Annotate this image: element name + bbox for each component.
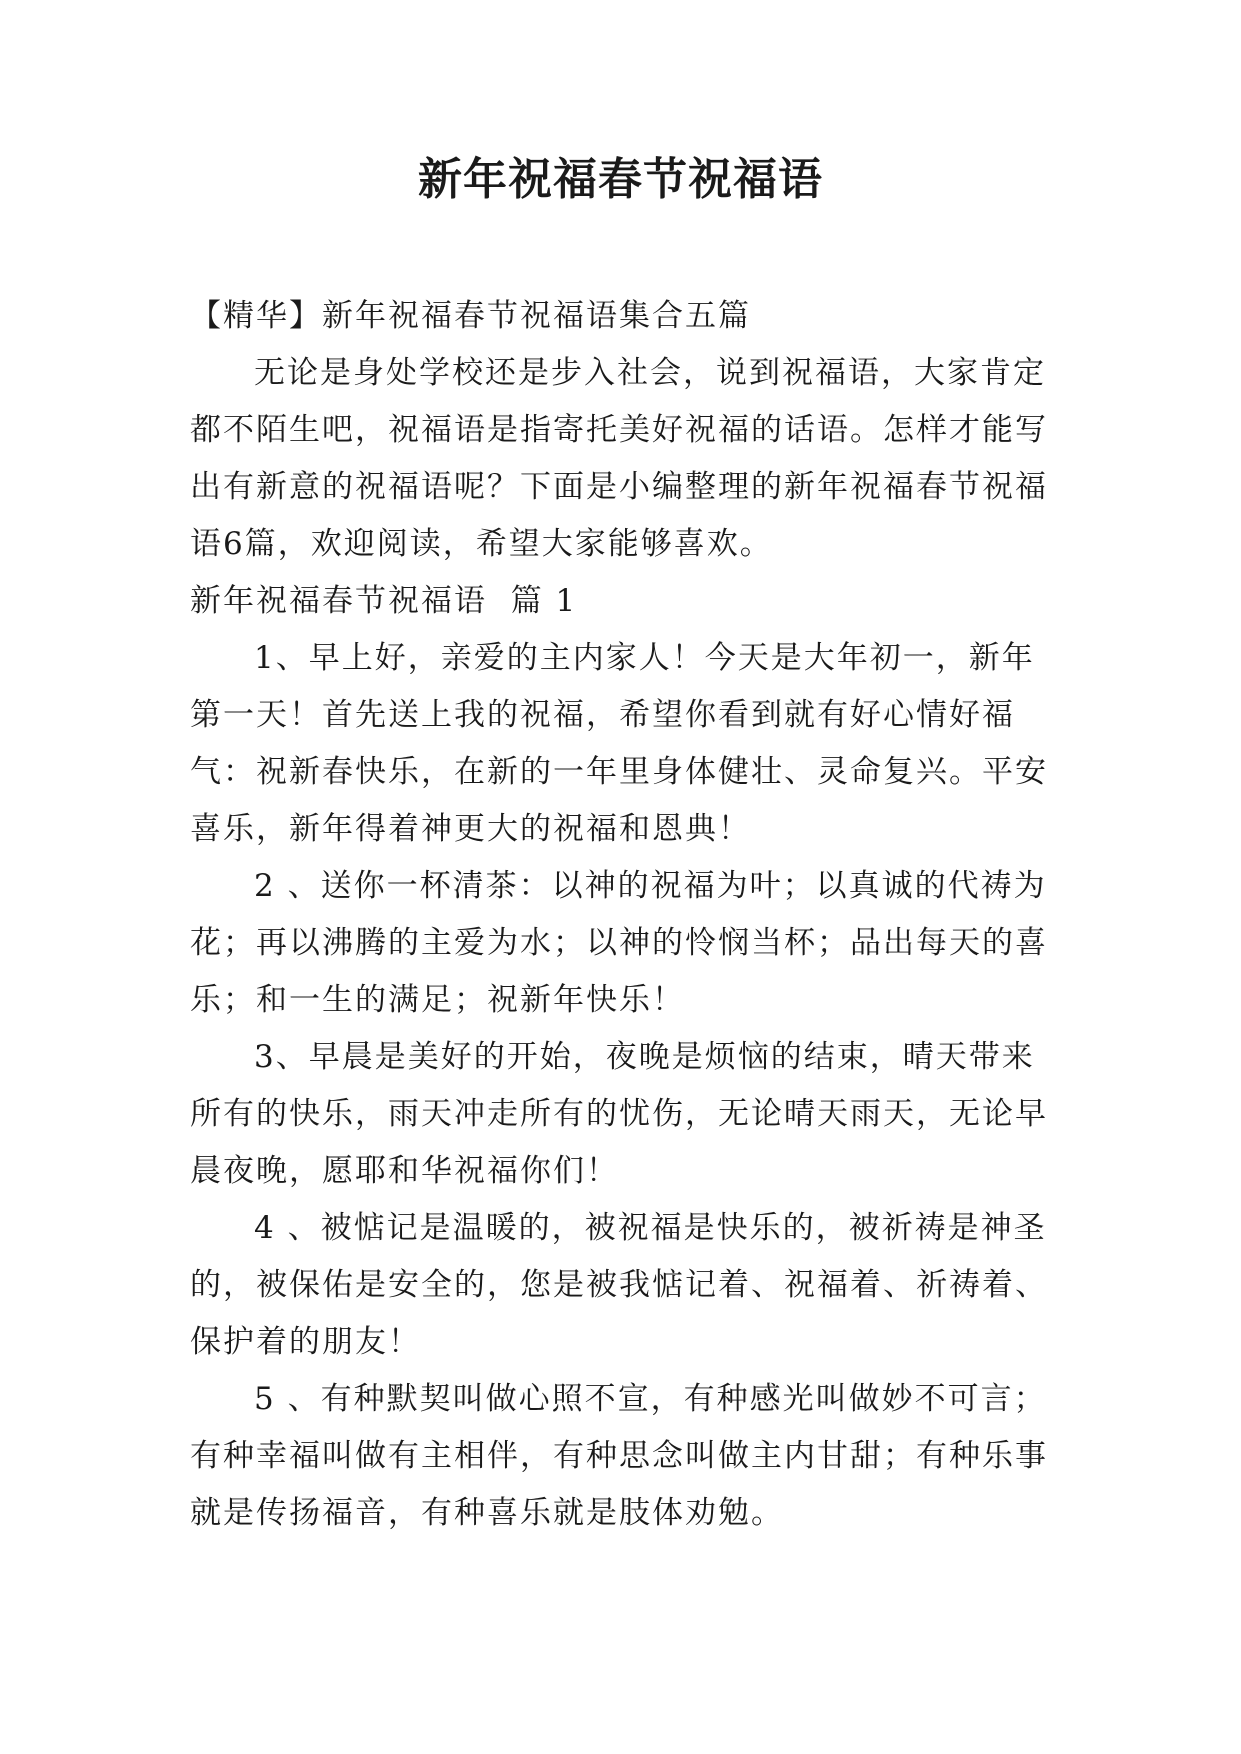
section-heading: 新年祝福春节祝福语 篇 1 [190, 583, 578, 619]
blessing-item-5: 5 、有种默契叫做心照不宣，有种感光叫做妙不可言；有种幸福叫做有主相伴，有种思念叫做主内甘甜；有种乐事就是传扬福音，有种喜乐就是肢体劝勉。 [190, 1381, 1048, 1531]
blessing-item-2: 2 、送你一杯清茶：以神的祝福为叶；以真诚的代祷为花；再以沸腾的主爱为水；以神的怜悯当杯；品出每天的喜乐；和一生的满足；祝新年快乐！ [190, 868, 1048, 1018]
document-subtitle: 【精华】新年祝福春节祝福语集合五篇 [190, 298, 751, 334]
blessing-item-3: 3、早晨是美好的开始，夜晚是烦恼的结束，晴天带来所有的快乐，雨天冲走所有的忧伤，无论晴天雨天，无论早晨夜晚，愿耶和华祝福你们！ [190, 1039, 1048, 1189]
intro-paragraph: 无论是身处学校还是步入社会，说到祝福语，大家肯定都不陌生吧，祝福语是指寄托美好祝福的话语。怎样才能写出有新意的祝福语呢？下面是小编整理的新年祝福春节祝福语6篇，欢迎阅读，希望大家能够喜欢。 [190, 355, 1048, 562]
document-title: 新年祝福春节祝福语 [418, 154, 823, 205]
blessing-item-1: 1、早上好，亲爱的主内家人！今天是大年初一，新年第一天！首先送上我的祝福，希望你看到就有好心情好福气：祝新春快乐，在新的一年里身体健壮、灵命复兴。平安喜乐，新年得着神更大的祝福和恩典！ [190, 640, 1048, 847]
blessing-item-4: 4 、被惦记是温暖的，被祝福是快乐的，被祈祷是神圣的，被保佑是安全的，您是被我惦记着、祝福着、祈祷着、保护着的朋友！ [190, 1210, 1048, 1360]
document-body [190, 288, 1052, 1542]
